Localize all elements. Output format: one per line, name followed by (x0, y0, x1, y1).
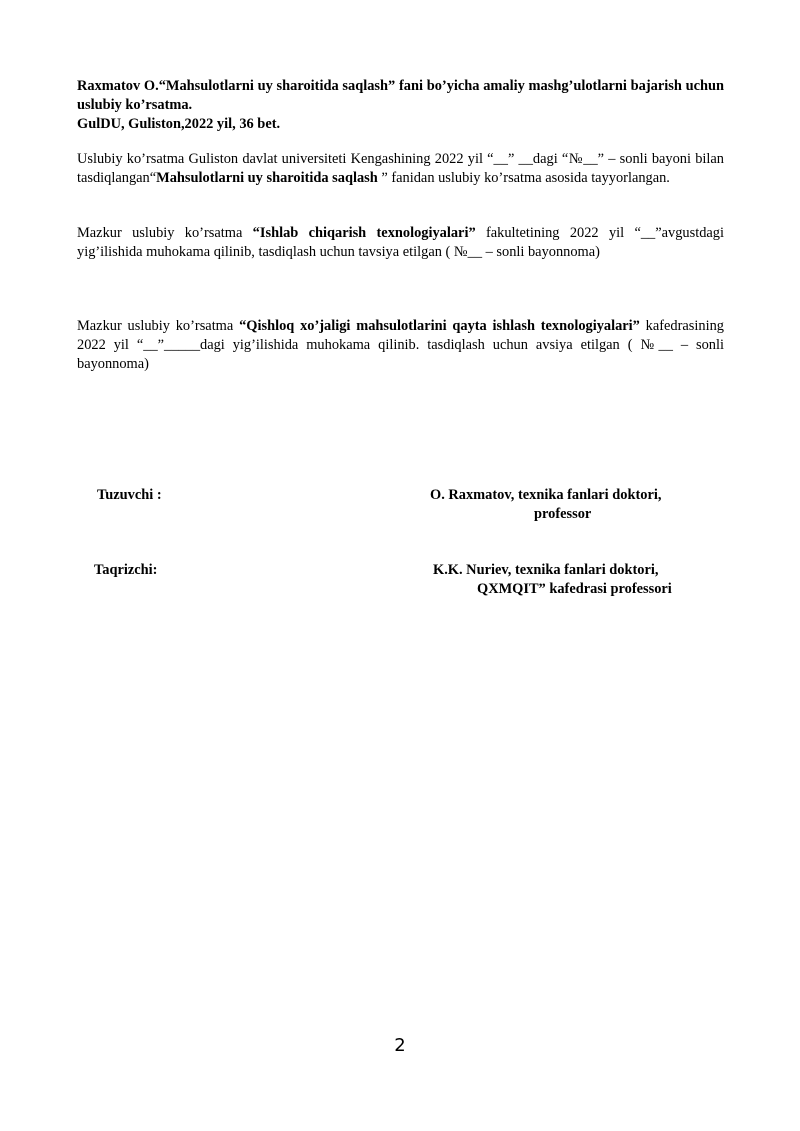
faculty-text-end: fakultetining 2022 yil “__”avgustdagi yig’ilishida muhokama qilinib, tasdiqlash uchun tavsiya etilgan ( №__ – sonli bayonnoma) (77, 225, 724, 260)
compiler-label: Tuzuvchi : (97, 487, 162, 503)
faculty-paragraph (77, 224, 724, 262)
reviewer-title: QXMQIT” kafedrasi professori (477, 581, 672, 597)
approval-text-end: ” fanidan uslubiy ko’rsatma asosida tayyorlangan. (377, 170, 670, 186)
approval-text-start: Uslubiy ko’rsatma Guliston davlat universiteti Kengashining 2022 yil “__” __dagi “№__” – sonli bayoni bilan tasdiqlangan“ (77, 151, 724, 186)
compiler-name: O. Raxmatov, texnika fanlari doktori, (430, 487, 662, 503)
department-paragraph (77, 317, 724, 374)
faculty-text-start: Mazkur uslubiy ko’rsatma (77, 225, 253, 241)
course-name: Mahsulotlarni uy sharoitida saqlash (156, 170, 378, 186)
page-number: 2 (394, 1035, 406, 1056)
compiler-title: professor (534, 506, 592, 522)
department-text-end: kafedrasining 2022 yil “__”_____dagi yig’ilishida muhokama qilinib. tasdiqlash uchun avsiya etilgan ( №__ – sonli bayonnoma) (77, 318, 724, 372)
faculty-name: “Ishlab chiqarish texnologiyalari” (252, 225, 476, 241)
reviewer-name: K.K. Nuriev, texnika fanlari doktori, (433, 562, 659, 578)
header-title: Raxmatov O.“Mahsulotlarni uy sharoitida saqlash” fani bo’yicha amaliy mashg’ulotlarni bajarish uchun uslubiy ko’rsatma. (77, 78, 724, 113)
reviewer-label: Taqrizchi: (94, 562, 158, 578)
bibliographic-header (77, 77, 724, 134)
approval-paragraph (77, 150, 724, 188)
header-publisher: GulDU, Guliston,2022 yil, 36 bet. (77, 116, 281, 132)
department-name: “Qishloq xo’jaligi mahsulotlarini qayta ishlash texnologiyalari” (239, 318, 640, 334)
department-text-start: Mazkur uslubiy ko’rsatma (77, 318, 240, 334)
